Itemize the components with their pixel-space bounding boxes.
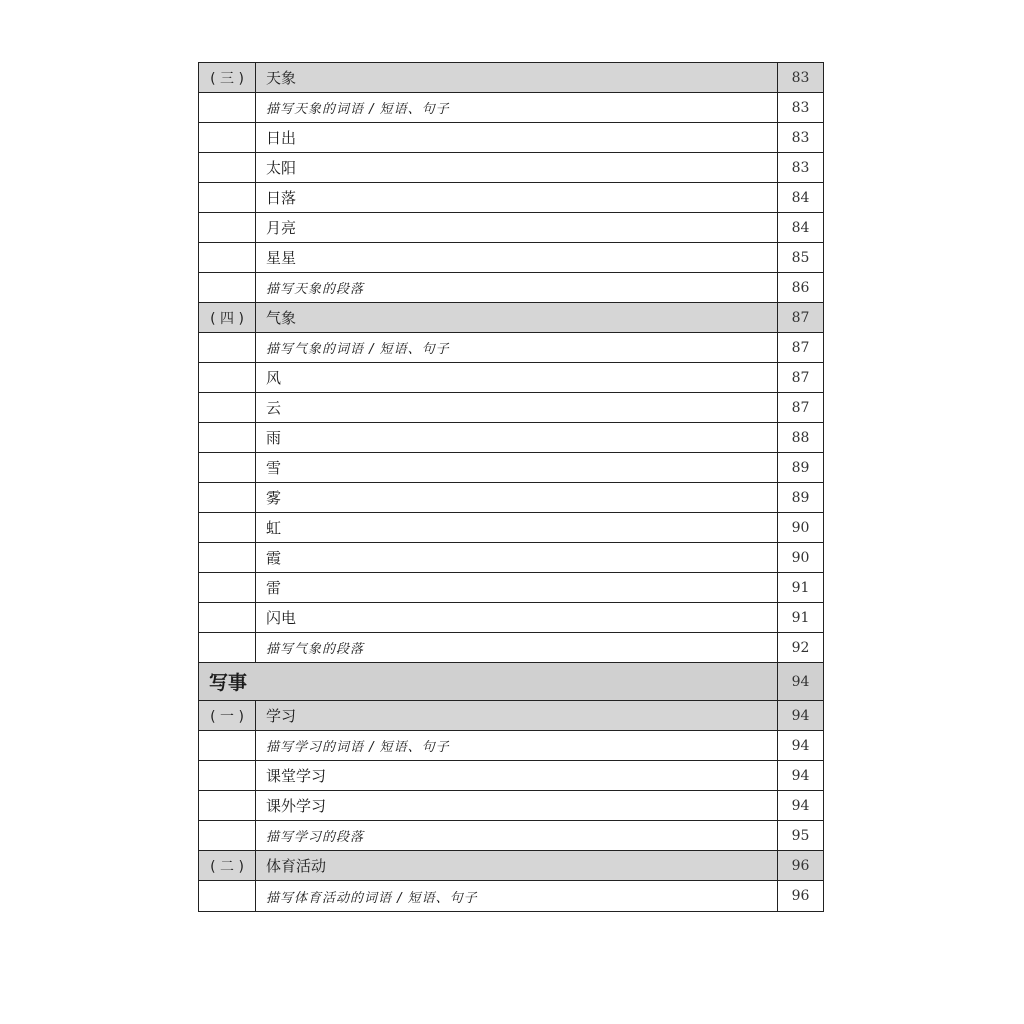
toc-section-number [199, 93, 256, 122]
toc-entry-title: 描写气象的段落 [256, 633, 778, 662]
toc-entry-title: 风 [256, 363, 778, 392]
toc-page-number: 94 [791, 737, 810, 754]
toc-entry-title: 日落 [256, 183, 778, 212]
toc-page-number: 85 [791, 249, 810, 266]
toc-section-number [199, 633, 256, 662]
toc-section-number [199, 731, 256, 760]
toc-entry-title: 描写学习的段落 [256, 821, 778, 850]
toc-section-number [199, 483, 256, 512]
toc-section-number [199, 183, 256, 212]
toc-entry-row [199, 603, 823, 633]
toc-entry-row [199, 243, 823, 273]
toc-entry-row [199, 573, 823, 603]
toc-section-number [199, 213, 256, 242]
toc-entry-title: 雾 [256, 483, 778, 512]
toc-section-number [199, 761, 256, 790]
toc-page-number: 87 [791, 339, 810, 356]
toc-page-number: 94 [791, 673, 810, 690]
toc-page-number: 92 [791, 639, 810, 656]
toc-entry-title: 太阳 [256, 153, 778, 182]
toc-entry-title: 课堂学习 [256, 761, 778, 790]
toc-entry-row [199, 761, 823, 791]
toc-entry-row [199, 543, 823, 573]
toc-page-number: 84 [791, 189, 810, 206]
toc-page-number: 87 [791, 309, 810, 326]
toc-entry-title: 课外学习 [256, 791, 778, 820]
toc-page-number: 83 [791, 99, 810, 116]
toc-section-title: 学习 [256, 701, 778, 730]
toc-entry-title: 闪电 [256, 603, 778, 632]
toc-section-title: 体育活动 [256, 851, 778, 880]
toc-entry-title: 描写天象的词语 / 短语、句子 [256, 93, 778, 122]
toc-entry-row [199, 633, 823, 663]
toc-entry-row [199, 93, 823, 123]
toc-page-number: 94 [791, 797, 810, 814]
toc-section-number [199, 153, 256, 182]
toc-page-number: 96 [791, 857, 810, 874]
toc-entry-title: 霞 [256, 543, 778, 572]
toc-section-number: ( 二 ) [199, 851, 256, 880]
toc-section-number: ( 四 ) [199, 303, 256, 332]
toc-page-number: 96 [791, 888, 810, 904]
toc-entry-row [199, 453, 823, 483]
toc-section-number [199, 393, 256, 422]
toc-section-number [199, 243, 256, 272]
table-of-contents [198, 62, 824, 912]
toc-page-number: 95 [791, 827, 810, 844]
toc-entry-row [199, 333, 823, 363]
toc-section-number [199, 603, 256, 632]
toc-page-number: 83 [791, 159, 810, 176]
toc-section-row [199, 303, 823, 333]
toc-section-row [199, 701, 823, 731]
toc-entry-row [199, 153, 823, 183]
toc-entry-title: 日出 [256, 123, 778, 152]
toc-entry-row [199, 273, 823, 303]
toc-page-number: 94 [791, 767, 810, 784]
toc-section-number [199, 573, 256, 602]
toc-entry-row [199, 731, 823, 761]
toc-entry-title: 星星 [256, 243, 778, 272]
toc-page-number: 87 [791, 369, 810, 386]
toc-entry-row [199, 791, 823, 821]
toc-section-number [199, 453, 256, 482]
toc-entry-title: 雪 [256, 453, 778, 482]
toc-entry-row [199, 513, 823, 543]
toc-section-number [199, 791, 256, 820]
toc-section-number [199, 363, 256, 392]
toc-entry-title: 描写体育活动的词语 / 短语、句子 [256, 881, 778, 911]
toc-page-number: 89 [791, 489, 810, 506]
toc-page-number: 84 [791, 219, 810, 236]
toc-entry-row [199, 183, 823, 213]
toc-page-number: 87 [791, 399, 810, 416]
toc-section-number: ( 一 ) [199, 701, 256, 730]
toc-section-number [199, 273, 256, 302]
toc-page-number: 91 [791, 609, 810, 626]
toc-page-number: 83 [791, 69, 810, 86]
toc-entry-title: 描写天象的段落 [256, 273, 778, 302]
toc-page-number: 90 [791, 549, 810, 566]
toc-section-number [199, 513, 256, 542]
toc-entry-title: 描写学习的词语 / 短语、句子 [256, 731, 778, 760]
toc-section-title: 天象 [256, 63, 778, 92]
toc-chapter-title: 写事 [199, 663, 778, 700]
toc-entry-row [199, 821, 823, 851]
toc-entry-title: 云 [256, 393, 778, 422]
toc-section-number [199, 881, 256, 911]
toc-entry-row [199, 363, 823, 393]
toc-section-number [199, 423, 256, 452]
toc-section-number [199, 821, 256, 850]
toc-page-number: 88 [791, 429, 810, 446]
toc-section-number [199, 543, 256, 572]
toc-page-number: 91 [791, 579, 810, 596]
toc-entry-title: 雷 [256, 573, 778, 602]
toc-page-number: 90 [791, 519, 810, 536]
toc-entry-row [199, 393, 823, 423]
toc-entry-row [199, 213, 823, 243]
toc-page-number: 86 [791, 279, 810, 296]
toc-entry-row [199, 423, 823, 453]
toc-entry-row [199, 123, 823, 153]
toc-entry-title: 雨 [256, 423, 778, 452]
toc-section-row [199, 63, 823, 93]
toc-chapter-row [199, 663, 823, 701]
toc-page-number: 94 [791, 707, 810, 724]
toc-section-number [199, 123, 256, 152]
toc-entry-title: 描写气象的词语 / 短语、句子 [256, 333, 778, 362]
toc-entry-title: 虹 [256, 513, 778, 542]
toc-section-number [199, 333, 256, 362]
toc-page-number: 89 [791, 459, 810, 476]
toc-section-row [199, 851, 823, 881]
toc-entry-row [199, 483, 823, 513]
toc-entry-row [199, 881, 823, 911]
toc-entry-title: 月亮 [256, 213, 778, 242]
toc-section-number: ( 三 ) [199, 63, 256, 92]
toc-page-number: 83 [791, 129, 810, 146]
toc-section-title: 气象 [256, 303, 778, 332]
